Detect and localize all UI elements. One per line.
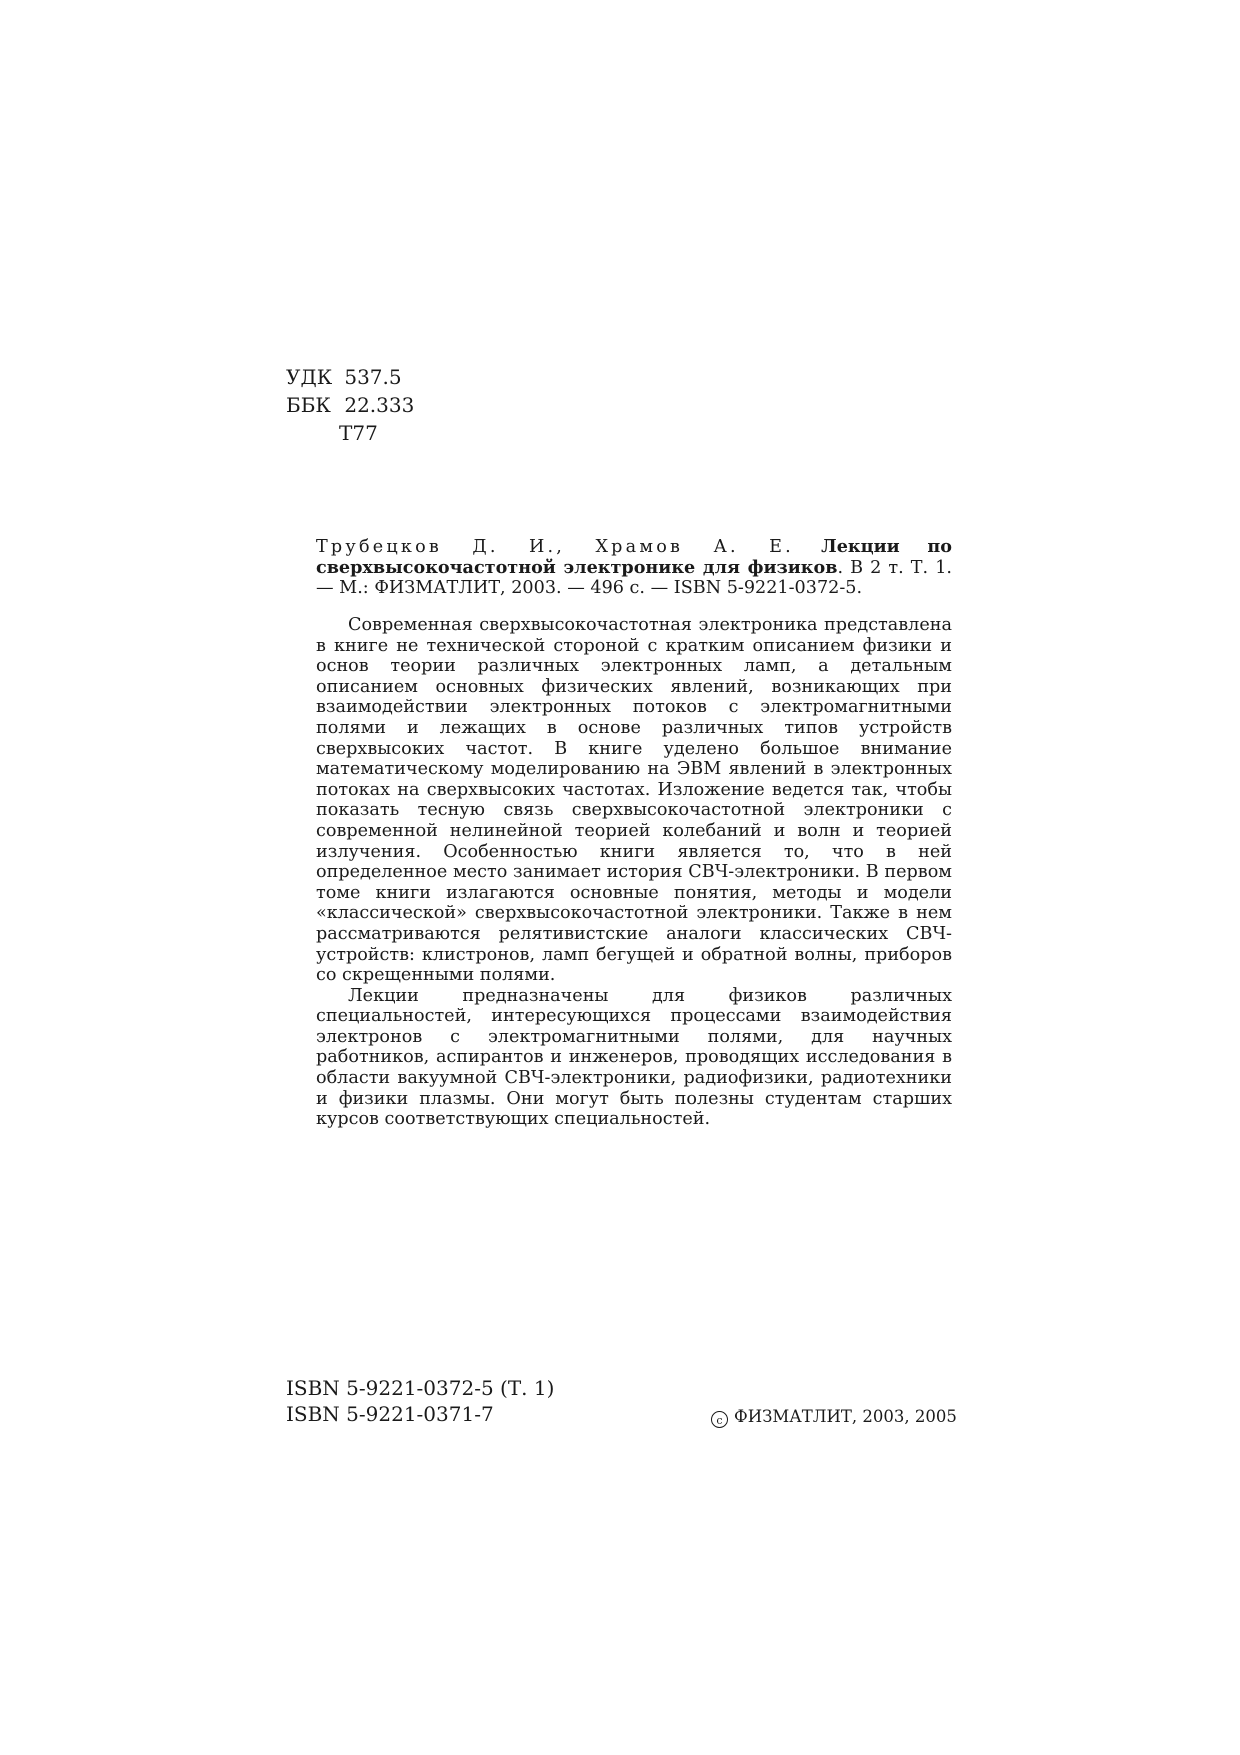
annotation-paragraph-1: Современная сверхвысокочастотная электроника представлена в книге не технической стороной с кратким описанием физики и основ теории различных электронных ламп, а детальным описанием основных физических явлений, возникающих при взаимодействии электронных потоков с электромагнитными полями и лежащих в основе различных типов устройств сверхвысоких частот. В книге уделено большое внимание математическому моделированию на ЭВМ явлений в электронных потоках на сверхвысоких частотах. Изложение ведется так, чтобы показать тесную связь сверхвысокочастотной электроники с современной нелинейной теорией колебаний и волн и теорией излучения. Особенностью книги является то, что в ней определенное место занимает история СВЧ-электроники. В первом томе книги излагаются основные понятия, методы и модели «классической» сверхвысокочастотной электроники. Также в нем рассматриваются релятивистские аналоги классических СВЧ-устройств: клистронов, ламп бегущей и обратной волны, приборов со скрещенными полями. xyxy=(316,615,952,986)
annotation-paragraph-2: Лекции предназначены для физиков различных специальностей, интересующихся процессами взаимодействия электронов с электромагнитными полями, для научных работников, аспирантов и инженеров, проводящих исследования в области вакуумной СВЧ-электроники, радиофизики, радиотехники и физики плазмы. Они могут быть полезны студентам старших курсов соответствующих специальностей. xyxy=(316,985,952,1130)
annotation xyxy=(316,615,952,1130)
bbk-line xyxy=(286,391,414,419)
udk-value: 537.5 xyxy=(344,365,402,389)
bbk-value: 22.333 xyxy=(344,393,415,417)
udk-label: УДК xyxy=(286,365,333,389)
isbn-volume: ISBN 5-9221-0372-5 (Т. 1) xyxy=(286,1376,555,1400)
citation-authors: Трубецков Д. И., Храмов А. Е. xyxy=(316,537,794,557)
citation-title: Лекции по сверхвысокочастотной электронике для физиков xyxy=(316,536,952,578)
author-mark: Т77 xyxy=(339,421,378,445)
isbn-block xyxy=(286,1375,554,1427)
isbn-set: ISBN 5-9221-0371-7 xyxy=(286,1402,494,1426)
classification-block xyxy=(286,363,414,447)
bbk-label: ББК xyxy=(286,393,331,417)
copyright-text: ФИЗМАТЛИТ, 2003, 2005 xyxy=(734,1407,957,1426)
copyright-icon: c xyxy=(711,1411,728,1428)
bibliographic-citation xyxy=(316,537,952,599)
copyright-notice xyxy=(711,1407,957,1428)
citation-details: . В 2 т. Т. 1. — М.: ФИЗМАТЛИТ, 2003. — 496 с. — ISBN 5-9221-0372-5. xyxy=(316,557,952,599)
udk-line xyxy=(286,363,414,391)
